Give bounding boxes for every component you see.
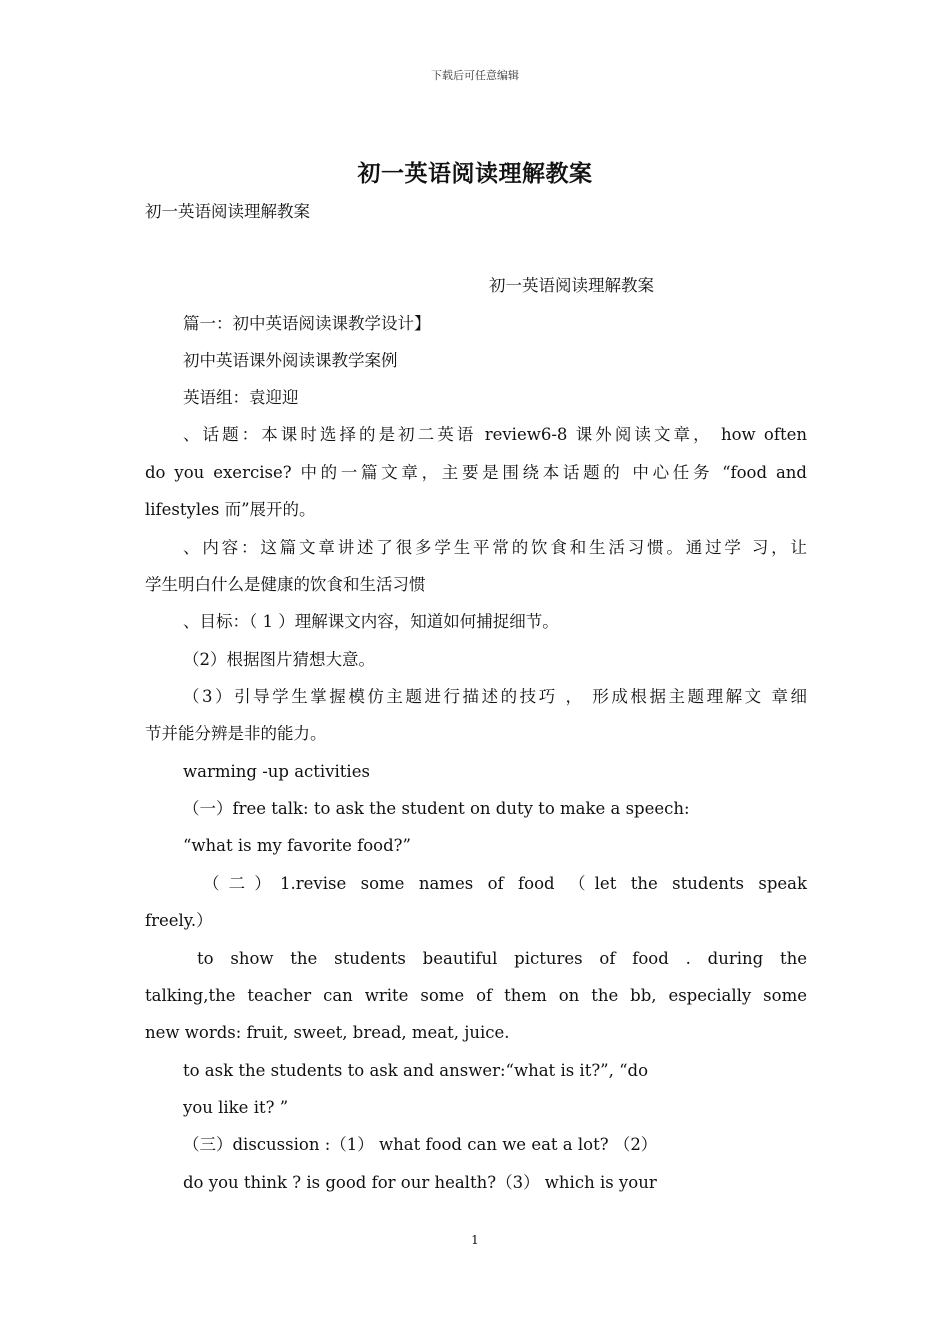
body-line: 、话题：本课时选择的是初二英语 review6-8 课外阅读文章， how often (183, 425, 807, 444)
body-line: （一）free talk: to ask the student on duty to make a speech: (183, 799, 690, 818)
body-line: 节并能分辨是非的能力。 (145, 724, 327, 743)
body-line: 、目标：（ 1 ）理解课文内容，知道如何捕捉细节。 (183, 612, 559, 631)
body-line: （三）discussion :（1） what food can we eat a lot? （2） (183, 1135, 658, 1154)
header-note: 下载后可任意编辑 (431, 69, 519, 82)
body-line: 学生明白什么是健康的饮食和生活习惯 (145, 575, 426, 594)
body-line: 、内容：这篇文章讲述了很多学生平常的饮食和生活习惯。通过学 习，让 (183, 538, 807, 557)
body-line: （2）根据图片猜想大意。 (183, 650, 375, 669)
body-line: lifestyles 而”展开的。 (145, 500, 316, 519)
body-line: talking,the teacher can write some of them on the bb, especially some (145, 986, 807, 1005)
body-line: you like it? ” (183, 1098, 289, 1117)
body-line: freely.） (145, 911, 213, 930)
subtitle-line: 初一英语阅读理解教案 (145, 202, 310, 221)
body-line: （二）1.revise some names of food （let the students speak (203, 874, 807, 893)
body-line: 篇一：初中英语阅读课教学设计】 (183, 314, 431, 333)
body-line: do you exercise? 中的一篇文章，主要是围绕本话题的 中心任务 “food and (145, 463, 807, 482)
body-line: 英语组：袁迎迎 (183, 388, 299, 407)
centered-heading-line: 初一英语阅读理解教案 (489, 276, 654, 295)
body-line: to show the students beautiful pictures of food . during the (197, 949, 807, 968)
body-line: to ask the students to ask and answer:“what is it?”, “do (183, 1061, 649, 1080)
document-title: 初一英语阅读理解教案 (357, 160, 593, 187)
body-line: warming -up activities (183, 762, 370, 781)
body-line: 初中英语课外阅读课教学案例 (183, 351, 398, 370)
body-line: “what is my favorite food?” (183, 836, 411, 855)
body-line: （3）引导学生掌握模仿主题进行描述的技巧 ， 形成根据主题理解文 章细 (183, 687, 807, 706)
body-line: new words: fruit, sweet, bread, meat, juice. (145, 1023, 510, 1042)
page-number: 1 (471, 1233, 479, 1247)
body-line: do you think ? is good for our health?（3） which is your (183, 1173, 657, 1192)
